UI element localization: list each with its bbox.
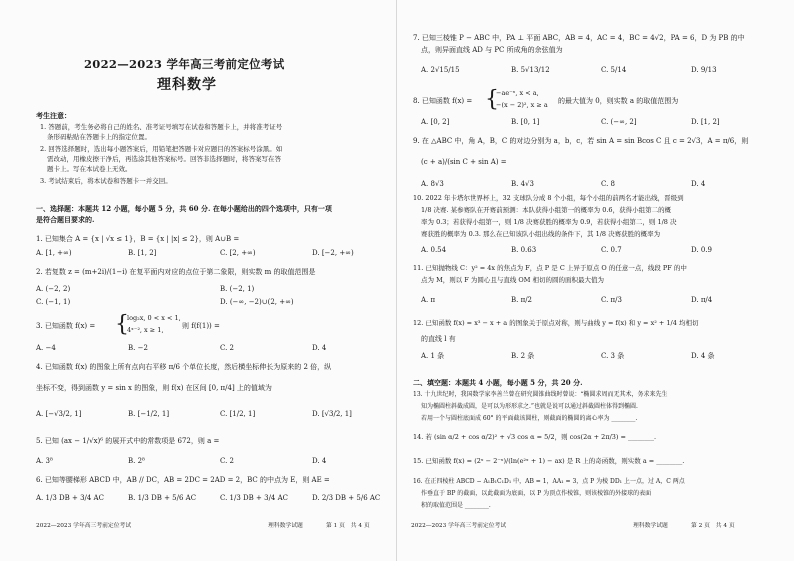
question-4-options — [36, 410, 352, 419]
notice-line: 条形码粘贴在答题卡上的指定位置。 — [47, 133, 151, 141]
question-15-stem: 15. 已知函数 f(x) = (2ˣ − 2⁻ˣ)/(ln(e²ˣ + 1) − ax) 是 R 上的奇函数，则实数 a = ________. — [413, 457, 685, 465]
option-b: B. 2 条 — [511, 352, 535, 360]
question-6-options — [36, 494, 380, 503]
option-b: B. 4√3 — [511, 180, 534, 188]
option-c: C. 2 — [220, 344, 235, 352]
option-b: B. 1/3 DB + 5/6 AC — [128, 494, 197, 502]
exam-page-2 — [397, 0, 794, 561]
question-8-stem: 8. 已知函数 f(x) = — [413, 97, 473, 105]
question-2-stem: 2. 若复数 z = (m+2i)/(1−i) 在复平面内对应的点位于第二象限，则实数 m 的取值范围是 — [36, 268, 316, 276]
notice-line: 需改动，用橡皮擦干净后，再选涂其他答案标号。回答非选择题时，将答案写在答 — [47, 155, 281, 163]
question-2-options — [36, 285, 254, 294]
footer-exam-name: 2022—2023 学年高三考前定位考试 — [411, 523, 507, 529]
question-9-line: 9. 在 △ABC 中，角 A，B，C 的对边分别为 a，b，c，若 sin A = sin Bcos C 且 c = 2√3，A = π/6，则 — [413, 137, 749, 145]
option-b: B. 0.63 — [511, 246, 537, 254]
option-c: C. 0.7 — [601, 246, 622, 254]
question-16-line: 作垂直于 BP 的截面，以此截面为底面，以 P 为顶点作棱锥，则该棱锥的外接球的表面 — [421, 490, 652, 497]
option-d: D. 2/3 DB + 5/6 AC — [312, 494, 381, 502]
question-3-options — [36, 344, 326, 353]
option-a: A. −4 — [36, 344, 56, 352]
question-10-line: 10. 2022 年卡塔尔世界杯上，32 支球队分成 8 个小组，每个小组的前两名才能出线，晋级到 — [413, 194, 684, 202]
option-b: B. 5√13/12 — [511, 66, 550, 74]
option-d: D. 0.9 — [691, 246, 712, 254]
option-b: B. −2 — [128, 344, 148, 352]
option-a: A. [1, +∞) — [36, 249, 72, 257]
option-d: D. (−∞, −2)∪(2, +∞) — [220, 298, 294, 306]
piecewise-case: log₂x, 0 < x < 1, — [127, 314, 181, 322]
option-c: C. (−1, 1) — [36, 298, 71, 306]
option-d: D. 4 — [312, 457, 327, 465]
question-13-line: 若用一个与圆柱底面成 60° 的平面截该圆柱，则截面的椭圆的离心率为 ________. — [421, 415, 638, 422]
option-b: B. 2⁸ — [128, 457, 145, 465]
piecewise-case: 4ˣ⁻², x ≥ 1, — [127, 326, 164, 334]
question-2-options — [36, 298, 294, 307]
option-a: A. 2√15/15 — [421, 66, 460, 74]
option-a: A. [−√3/2, 1] — [36, 410, 82, 418]
option-a: A. [0, 2] — [421, 118, 450, 126]
question-4-line: 4. 已知函数 f(x) 的图象上所有点向右平移 π/6 个单位长度，然后横坐标伸长为原来的 2 倍，纵 — [36, 363, 332, 371]
footer-page-number: 第 2 页 共 4 页 — [691, 523, 735, 529]
brace-icon: { — [485, 87, 499, 112]
piecewise-case: −(x − 2)², x ≥ a — [496, 101, 548, 109]
question-10-line: 赛获胜的概率为 0.3. 那么在已知该队小组出线的条件下，其 1/8 决赛获胜的概率为 — [421, 230, 661, 238]
piecewise-case: −ae⁻ˣ, x < a, — [496, 89, 539, 97]
question-7-options — [421, 66, 717, 75]
question-13-line: 知为椭圆柱斜截成圆，是可以为形形求之.”也就是说可以通过斜截圆柱体得到椭圆. — [421, 403, 638, 410]
option-a: A. 1/3 DB + 3/4 AC — [36, 494, 104, 502]
option-c: C. 1/3 DB + 3/4 AC — [220, 494, 289, 502]
question-13-line: 13. 十九世纪时，我国数学家李善兰曾在研究圆锥曲线时曾说：“椭圆求周而无其术，务求来先生 — [413, 391, 668, 398]
question-1-stem: 1. 已知集合 A = {x | √x ≤ 1}，B = {x | |x| ≤ 2}，则 A∪B = — [36, 235, 240, 243]
option-b: B. [−1/2, 1] — [128, 410, 170, 418]
question-12-options — [421, 352, 715, 361]
notice-heading: 考生注意： — [36, 111, 71, 120]
option-d: D. [1, 2] — [691, 118, 720, 126]
option-d: D. 4 — [691, 180, 706, 188]
option-b: B. (−2, 1) — [220, 285, 255, 293]
question-10-line: 率为 0.3；若获得小组第一，则 1/8 决赛获胜的概率为 0.9，若获得小组第二，则 1/8 决 — [421, 218, 677, 226]
question-4-line: 坐标不变，得到函数 y = sin x 的图象，则 f(x) 在区间 [0, π/4] 上的值域为 — [36, 384, 272, 392]
question-5-stem: 5. 已知 (ax − 1/√x)⁶ 的展开式中的常数项是 672，则 a = — [36, 437, 220, 445]
question-3-tail: 则 f(f(1)) = — [182, 322, 220, 330]
question-10-options — [421, 246, 712, 255]
question-8-options — [421, 118, 720, 127]
footer-exam-name: 2022—2023 学年高三考前定位考试 — [36, 523, 132, 529]
notice-line: 3. 考试结束后，将本试卷和答题卡一并交回。 — [40, 177, 172, 185]
question-9-line: (c + a)/(sin C + sin A) = — [421, 158, 507, 166]
option-a: A. 8√3 — [421, 180, 444, 188]
section-heading: 二、填空题：本题共 4 小题，每小题 5 分，共 20 分. — [413, 378, 583, 387]
notice-line: 2. 回答选择题时，选出每小题答案后，用铅笔把答题卡对应题目的答案标号涂黑。如 — [40, 145, 283, 153]
option-c: C. [2, +∞) — [220, 249, 256, 257]
footer-subject: 理科数学试题 — [633, 523, 668, 529]
option-b: B. [1, 2] — [128, 249, 157, 257]
question-12-line: 的直线 l 有 — [421, 335, 456, 343]
notice-line: 题卡上。写在本试卷上无效。 — [47, 165, 132, 173]
question-10-line: 1/8 决赛. 某参赛队在开赛前预测：本队获得小组第一的概率为 0.6，获得小组第二的概 — [421, 206, 672, 214]
brace-icon: { — [115, 312, 129, 337]
option-a: A. π — [421, 296, 436, 304]
option-d: D. [√3/2, 1] — [312, 410, 352, 418]
option-c: C. 2 — [220, 457, 235, 465]
option-d: D. 4 — [312, 344, 327, 352]
question-7-line: 7. 已知三棱锥 P − ABC 中，PA ⊥ 平面 ABC，AB = 4，AC = 4，BC = 4√2，PA = 6，D 为 PB 的中 — [413, 34, 745, 42]
option-a: A. 3⁸ — [36, 457, 53, 465]
question-6-stem: 6. 已知等腰梯形 ABCD 中，AB // DC，AB = 2DC = 2AD = 2，BC 的中点为 E，则 AE = — [36, 476, 330, 484]
question-12-line: 12. 已知函数 f(x) = x³ − x + a 的图象关于原点对称，则与曲线 y = f(x) 和 y = x² + 1/4 均相切 — [413, 319, 699, 327]
question-14-stem: 14. 若 (sin α/2 + cos α/2)² + √3 cos α = 5/2，则 cos(2α + 2π/3) = ________. — [413, 433, 657, 441]
option-b: B. π/2 — [511, 296, 533, 304]
footer-page-number: 第 1 页 共 4 页 — [326, 523, 370, 529]
option-c: C. π/3 — [601, 296, 622, 304]
section-heading: 是符合题目要求的. — [36, 215, 95, 224]
option-a: A. 0.54 — [421, 246, 447, 254]
exam-title: 2022—2023 学年高三考前定位考试 — [84, 57, 285, 71]
option-c: C. 5/14 — [601, 66, 627, 74]
option-b: B. [0, 1] — [511, 118, 540, 126]
footer-subject: 理科数学试题 — [268, 523, 303, 529]
question-16-line: 16. 在正四棱柱 ABCD − A₁B₁C₁D₁ 中，AB = 1，AA₁ = 3，点 P 为棱 DD₁ 上一点，过 A，C 两点 — [413, 478, 685, 485]
question-16-line: 积的取值范围是 ________. — [421, 502, 491, 509]
option-d: D. 9/13 — [691, 66, 717, 74]
section-heading: 一、选择题：本题共 12 小题，每小题 5 分，共 60 分. 在每小题给出的四个选项中，只有一项 — [36, 204, 332, 213]
exam-subtitle: 理科数学 — [157, 77, 217, 93]
question-11-options — [421, 296, 712, 305]
question-5-options — [36, 457, 326, 466]
question-8-tail: 的最大值为 0，则实数 a 的取值范围为 — [558, 97, 679, 105]
question-11-line: 点为 M，则以 F 为圆心且与直线 OM 相切的圆的面积最大值为 — [421, 276, 604, 284]
question-11-line: 11. 已知抛物线 C：y² = 4x 的焦点为 F，点 P 是 C 上异于原点 O 的任意一点，线段 PF 的中 — [413, 264, 687, 272]
question-3-stem: 3. 已知函数 f(x) = — [36, 322, 96, 330]
option-c: C. [1/2, 1] — [220, 410, 256, 418]
option-a: A. 1 条 — [421, 352, 445, 360]
option-c: C. 3 条 — [601, 352, 625, 360]
notice-line: 1. 答题前，考生务必将自己的姓名、准考证号填写在试卷和答题卡上，并将准考证号 — [40, 123, 283, 131]
question-9-options — [421, 180, 705, 189]
question-7-line: 点，则异面直线 AD 与 PC 所成角的余弦值为 — [421, 46, 563, 54]
option-a: A. (−2, 2) — [36, 285, 71, 293]
option-c: C. (−∞, 2] — [601, 118, 637, 126]
option-d: D. [−2, +∞) — [312, 249, 354, 257]
option-d: D. 4 条 — [691, 352, 715, 360]
question-1-options — [36, 249, 354, 258]
option-d: D. π/4 — [691, 296, 713, 304]
option-c: C. 8 — [601, 180, 616, 188]
